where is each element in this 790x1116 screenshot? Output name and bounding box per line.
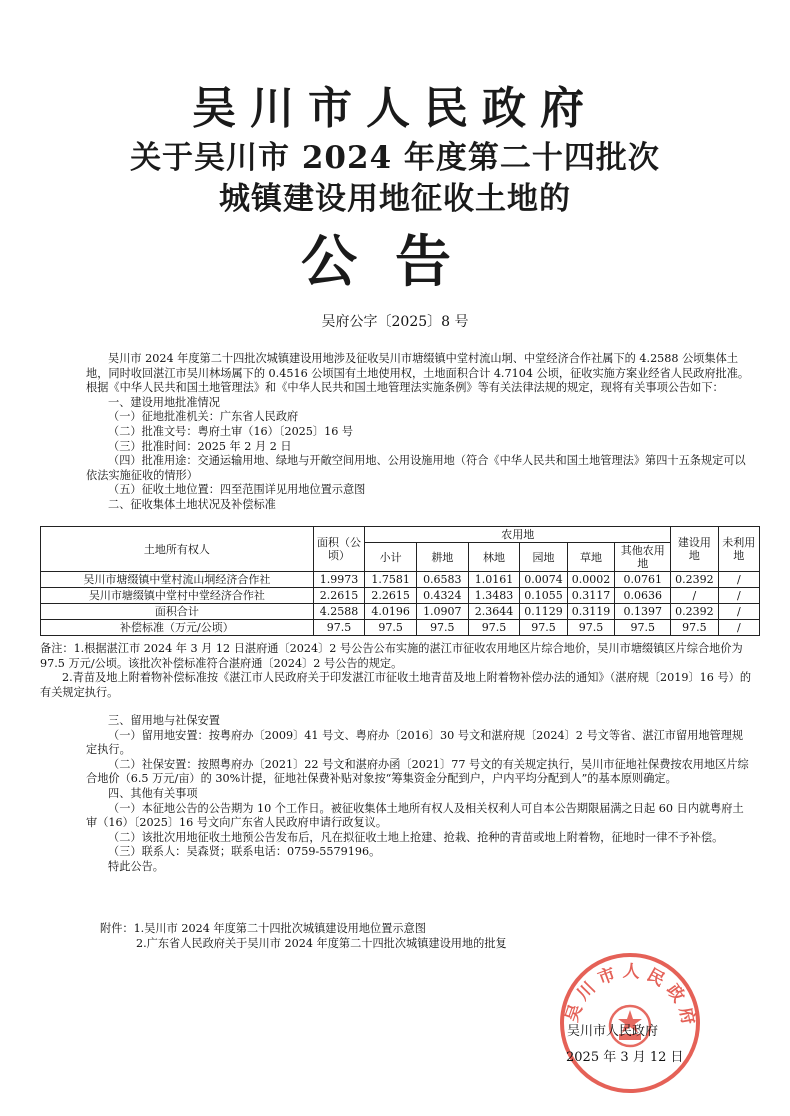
cell-garden: 97.5 (520, 620, 568, 636)
section1-item: （四）批准用途：交通运输用地、绿地与开敞空间用地、公用设施用地（符合《中华人民共和国土地管理法》第四十五条规定可以依法实施征收的情形） (86, 454, 746, 482)
cell-unused: / (718, 588, 759, 604)
section3-p2: （二）社保安置：按照粤府办〔2021〕22 号文和湛府办函〔2021〕77 号文的有关规定执行，吴川市征地社保费按农用地区片综合地价（6.5 万元/亩）的 30%计提，征地社保费补贴对象按“筹集资金分配到户，户内平均分配到人”的基本原则确定。 (86, 757, 749, 786)
note-2: 2.青苗及地上附着物补偿标准按《湛江市人民政府关于印发湛江市征收土地青苗及地上附着物补偿办法的通知》（湛府规〔2019〕16 号）的有关规定执行。 (40, 671, 752, 699)
document-number: 吴府公字〔2025〕8 号 (321, 314, 469, 330)
cell-unused: / (718, 572, 759, 588)
section1-item: （一）征地批准机关：广东省人民政府 (108, 410, 299, 424)
table-row (41, 588, 760, 604)
cell-construction: 0.2392 (671, 604, 719, 620)
cell-grass: 97.5 (567, 620, 615, 636)
cell-other-agri: 0.1397 (615, 604, 671, 620)
header-other-agri: 其他农用地 (615, 543, 671, 572)
section2-heading: 二、征收集体土地状况及补偿标准 (108, 497, 276, 511)
svg-text:吴川市人民政府: 吴川市人民政府 (562, 961, 699, 1033)
cell-cultivated: 0.6583 (417, 572, 469, 588)
cell-garden: 0.1129 (520, 604, 568, 620)
header-area: 面积（公顷） (313, 527, 365, 572)
header-agricultural: 农用地 (365, 527, 671, 543)
cell-owner: 补偿标准（万元/公顷） (41, 620, 314, 636)
title-line-3: 城镇建设用地征收土地的 (219, 181, 571, 217)
section1-item: （二）批准文号：粤府土审（16）〔2025〕16 号 (108, 424, 354, 438)
cell-grass: 0.0002 (567, 572, 615, 588)
section4-p1: （一）本征地公告的公告期为 10 个工作日。被征收集体土地所有权人及相关权利人可自本公告期限届满之日起 60 日内就粤府土审（16）〔2025〕16 号文向广东省人民政府申请行政复议。 (86, 801, 744, 830)
section1-item: （五）征收土地位置：四至范围详见用地位置示意图 (108, 483, 366, 497)
cell-construction: 0.2392 (671, 572, 719, 588)
cell-cultivated: 0.4324 (417, 588, 469, 604)
cell-construction: / (671, 588, 719, 604)
header-unused: 未利用地 (718, 527, 759, 572)
title-line-2: 关于吴川市 2024 年度第二十四批次 (130, 140, 660, 176)
table-header-row (41, 527, 760, 543)
cell-garden: 0.1055 (520, 588, 568, 604)
header-grass: 草地 (567, 543, 615, 572)
cell-forest: 1.3483 (468, 588, 520, 604)
section3-p1: （一）留用地安置：按粤府办〔2009〕41 号文、粤府办〔2016〕30 号文和湛府规〔2024〕2 号文等省、湛江市留用地管理规定执行。 (86, 728, 744, 757)
section1-item: （三）批准时间：2025 年 2 月 2 日 (108, 439, 292, 453)
section3 (86, 714, 750, 875)
table-row (41, 572, 760, 588)
cell-subtotal: 1.7581 (365, 572, 417, 588)
cell-area: 4.2588 (313, 604, 365, 620)
header-garden: 园地 (520, 543, 568, 572)
cell-construction: 97.5 (671, 620, 719, 636)
title-issuer: 吴川市人民政府 (192, 83, 598, 134)
cell-subtotal: 4.0196 (365, 604, 417, 620)
cell-area: 2.2615 (313, 588, 365, 604)
section3-heading: 三、留用地与社保安置 (108, 714, 220, 727)
cell-owner: 吴川市塘缀镇中堂村流山垌经济合作社 (41, 572, 314, 588)
table-row (41, 604, 760, 620)
cell-area: 1.9973 (313, 572, 365, 588)
cell-owner: 吴川市塘缀镇中堂村中堂经济合作社 (41, 588, 314, 604)
cell-unused: / (718, 604, 759, 620)
header-forest: 林地 (468, 543, 520, 572)
cell-other-agri: 97.5 (615, 620, 671, 636)
cell-cultivated: 1.0907 (417, 604, 469, 620)
cell-forest: 97.5 (468, 620, 520, 636)
section4-heading: 四、其他有关事项 (108, 786, 198, 800)
header-construction: 建设用地 (671, 527, 719, 572)
cell-forest: 2.3644 (468, 604, 520, 620)
cell-subtotal: 2.2615 (365, 588, 417, 604)
title-notice: 公告 (301, 229, 489, 295)
cell-cultivated: 97.5 (417, 620, 469, 636)
cell-grass: 0.3117 (567, 588, 615, 604)
signature-org: 吴川市人民政府 (567, 1024, 659, 1039)
table-notes (40, 642, 760, 700)
header-cultivated: 耕地 (417, 543, 469, 572)
header-subtotal: 小计 (365, 543, 417, 572)
cell-area: 97.5 (313, 620, 365, 636)
cell-garden: 0.0074 (520, 572, 568, 588)
attachments (100, 922, 720, 951)
header-owner: 土地所有权人 (41, 527, 314, 572)
cell-other-agri: 0.0761 (615, 572, 671, 588)
intro-paragraph: 吴川市 2024 年度第二十四批次城镇建设用地涉及征收吴川市塘缀镇中堂村流山垌、中堂经济合作社属下的 4.2588 公顷集体土地，同时收回湛江市吴川林场属下的 0.4516 公顷国有土地使用权，土地面积合计 4.7104 公顷，征收实施方案业经省人民政府批准。根据《中华人民共和国土地管理法》和《中华人民共和国土地管理法实施条例》等有关法律法规的规定，现将有关事项公告如下： (86, 352, 750, 395)
note-1: 备注：1.根据湛江市 2024 年 3 月 12 日湛府通〔2024〕2 号公告公布实施的湛江市征收农用地区片综合地价，吴川市塘缀镇区片综合地价为 97.5 万元/公顷。该批次补偿标准符合湛府通〔2024〕2 号公告的规定。 (40, 642, 743, 670)
cell-subtotal: 97.5 (365, 620, 417, 636)
table-row (41, 620, 760, 636)
cell-other-agri: 0.0636 (615, 588, 671, 604)
section4-p2: （二）该批次用地征收土地预公告发布后，凡在拟征收土地上抢建、抢栽、抢种的青苗或地上附着物，征地时一律不予补偿。 (108, 830, 724, 844)
land-table (40, 526, 760, 636)
cell-owner: 面积合计 (41, 604, 314, 620)
cell-forest: 1.0161 (468, 572, 520, 588)
attachment-2: 2.广东省人民政府关于吴川市 2024 年度第二十四批次城镇建设用地的批复 (136, 936, 507, 950)
closing: 特此公告。 (108, 859, 164, 873)
cell-grass: 0.3119 (567, 604, 615, 620)
cell-unused: / (718, 620, 759, 636)
section4-p3: （三）联系人：吴森贤；联系电话：0759-5579196。 (108, 845, 381, 859)
section1-heading: 一、建设用地批准情况 (108, 395, 220, 409)
signature-date: 2025 年 3 月 12 日 (566, 1050, 684, 1065)
intro-section (86, 352, 750, 513)
attachment-1: 附件：1.吴川市 2024 年度第二十四批次城镇建设用地位置示意图 (100, 922, 426, 935)
